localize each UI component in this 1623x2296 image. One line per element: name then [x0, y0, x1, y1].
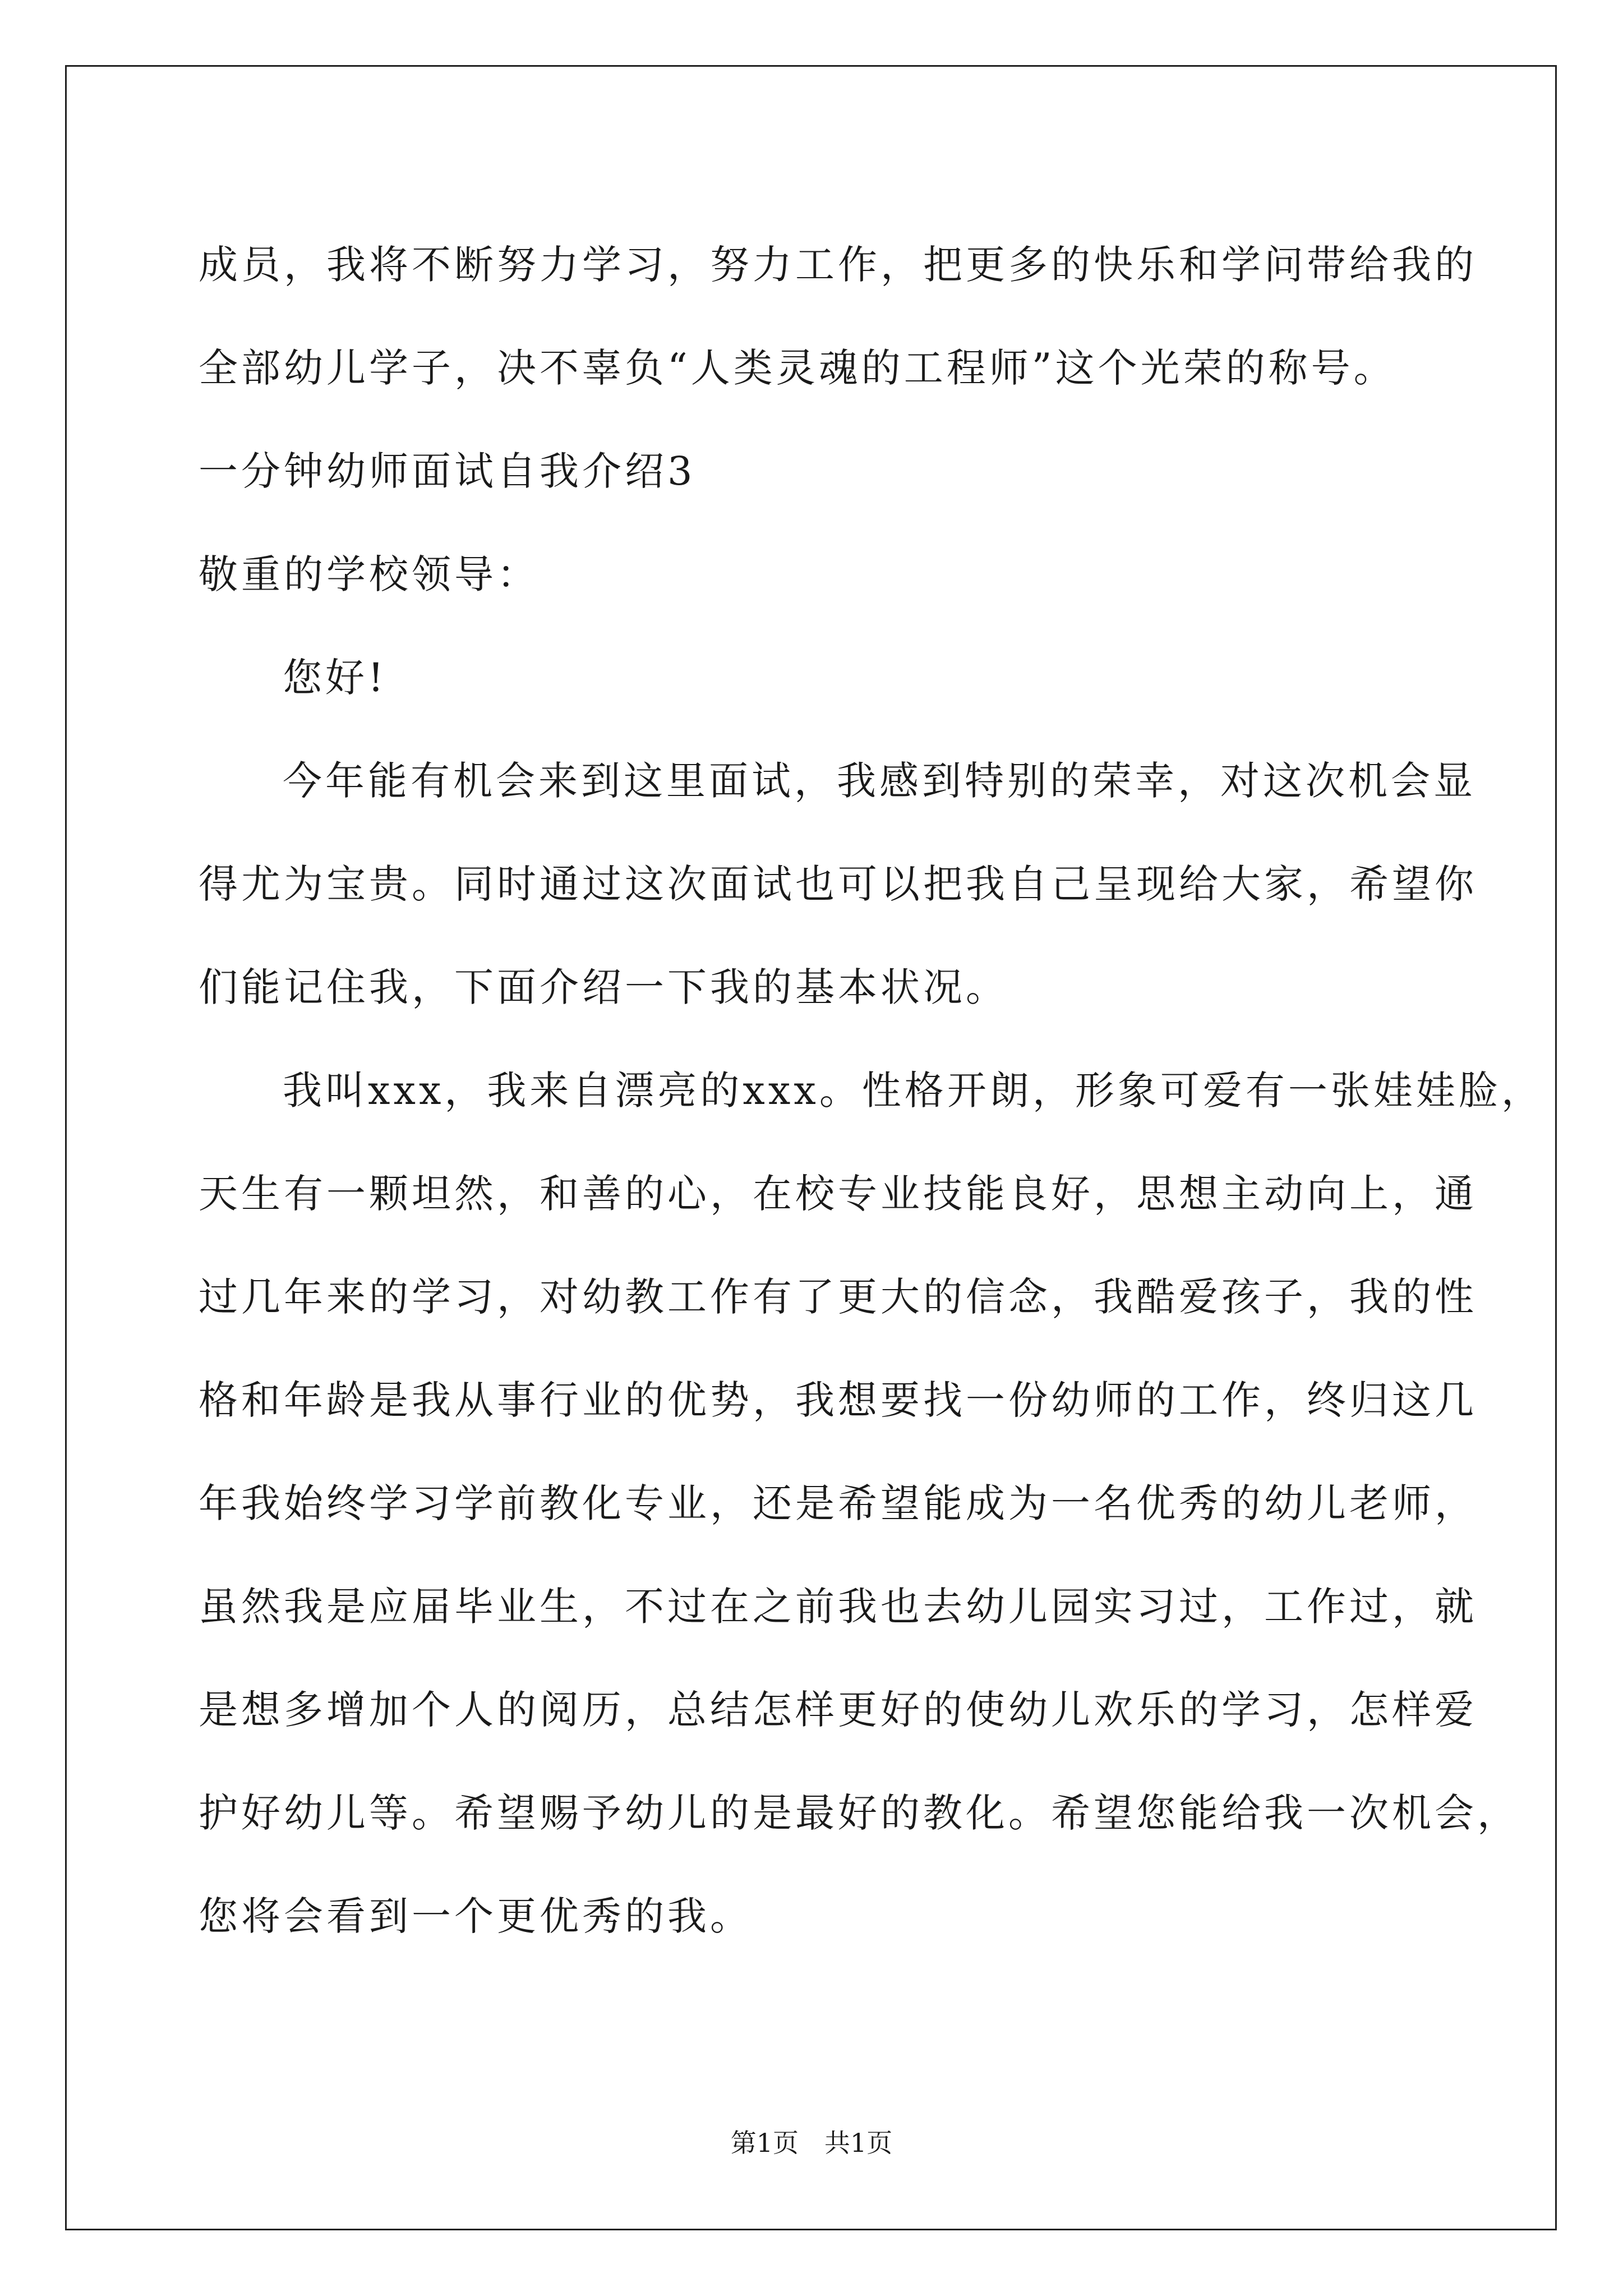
salutation: 敬重的学校领导：: [199, 551, 540, 597]
paragraph-line: 过几年来的学习，对幼教工作有了更大的信念，我酷爱孩子，我的性: [199, 1274, 1477, 1320]
paragraph-line: 得尤为宝贵。同时通过这次面试也可以把我自己呈现给大家，希望你: [199, 861, 1477, 907]
paragraph-line: 您将会看到一个更优秀的我。: [199, 1893, 753, 1939]
paragraph-line: 天生有一颗坦然，和善的心，在校专业技能良好，思想主动向上，通: [199, 1171, 1477, 1217]
paragraph-line: 成员，我将不断努力学习，努力工作，把更多的快乐和学问带给我的: [199, 242, 1477, 288]
paragraph-line: 格和年龄是我从事行业的优势，我想要找一份幼师的工作，终归这几: [199, 1377, 1477, 1423]
document-body: [199, 213, 1544, 1968]
paragraph-line: 是想多增加个人的阅历，总结怎样更好的使幼儿欢乐的学习，怎样爱: [199, 1687, 1477, 1733]
greeting: 您好!: [283, 655, 388, 701]
paragraph-line: 今年能有机会来到这里面试，我感到特别的荣幸，对这次机会显: [283, 758, 1476, 804]
paragraph-line: 年我始终学习学前教化专业，还是希望能成为一名优秀的幼儿老师，: [199, 1480, 1477, 1526]
paragraph-line: 全部幼儿学子，决不辜负“人类灵魂的工程师”这个光荣的称号。: [199, 345, 1396, 391]
paragraph-line: 我叫xxx，我来自漂亮的xxx。性格开朗，形象可爱有一张娃娃脸，: [283, 1068, 1544, 1114]
section-heading: 一分钟幼师面试自我介绍3: [199, 448, 696, 494]
paragraph-line: 护好幼儿等。希望赐予幼儿的是最好的教化。希望您能给我一次机会，: [199, 1790, 1520, 1836]
paragraph-line: 虽然我是应届毕业生，不过在之前我也去幼儿园实习过，工作过，就: [199, 1584, 1477, 1630]
paragraph-line: 们能记住我，下面介绍一下我的基本状况。: [199, 964, 1008, 1010]
page-number-footer: 第1页 共1页: [730, 2128, 893, 2158]
